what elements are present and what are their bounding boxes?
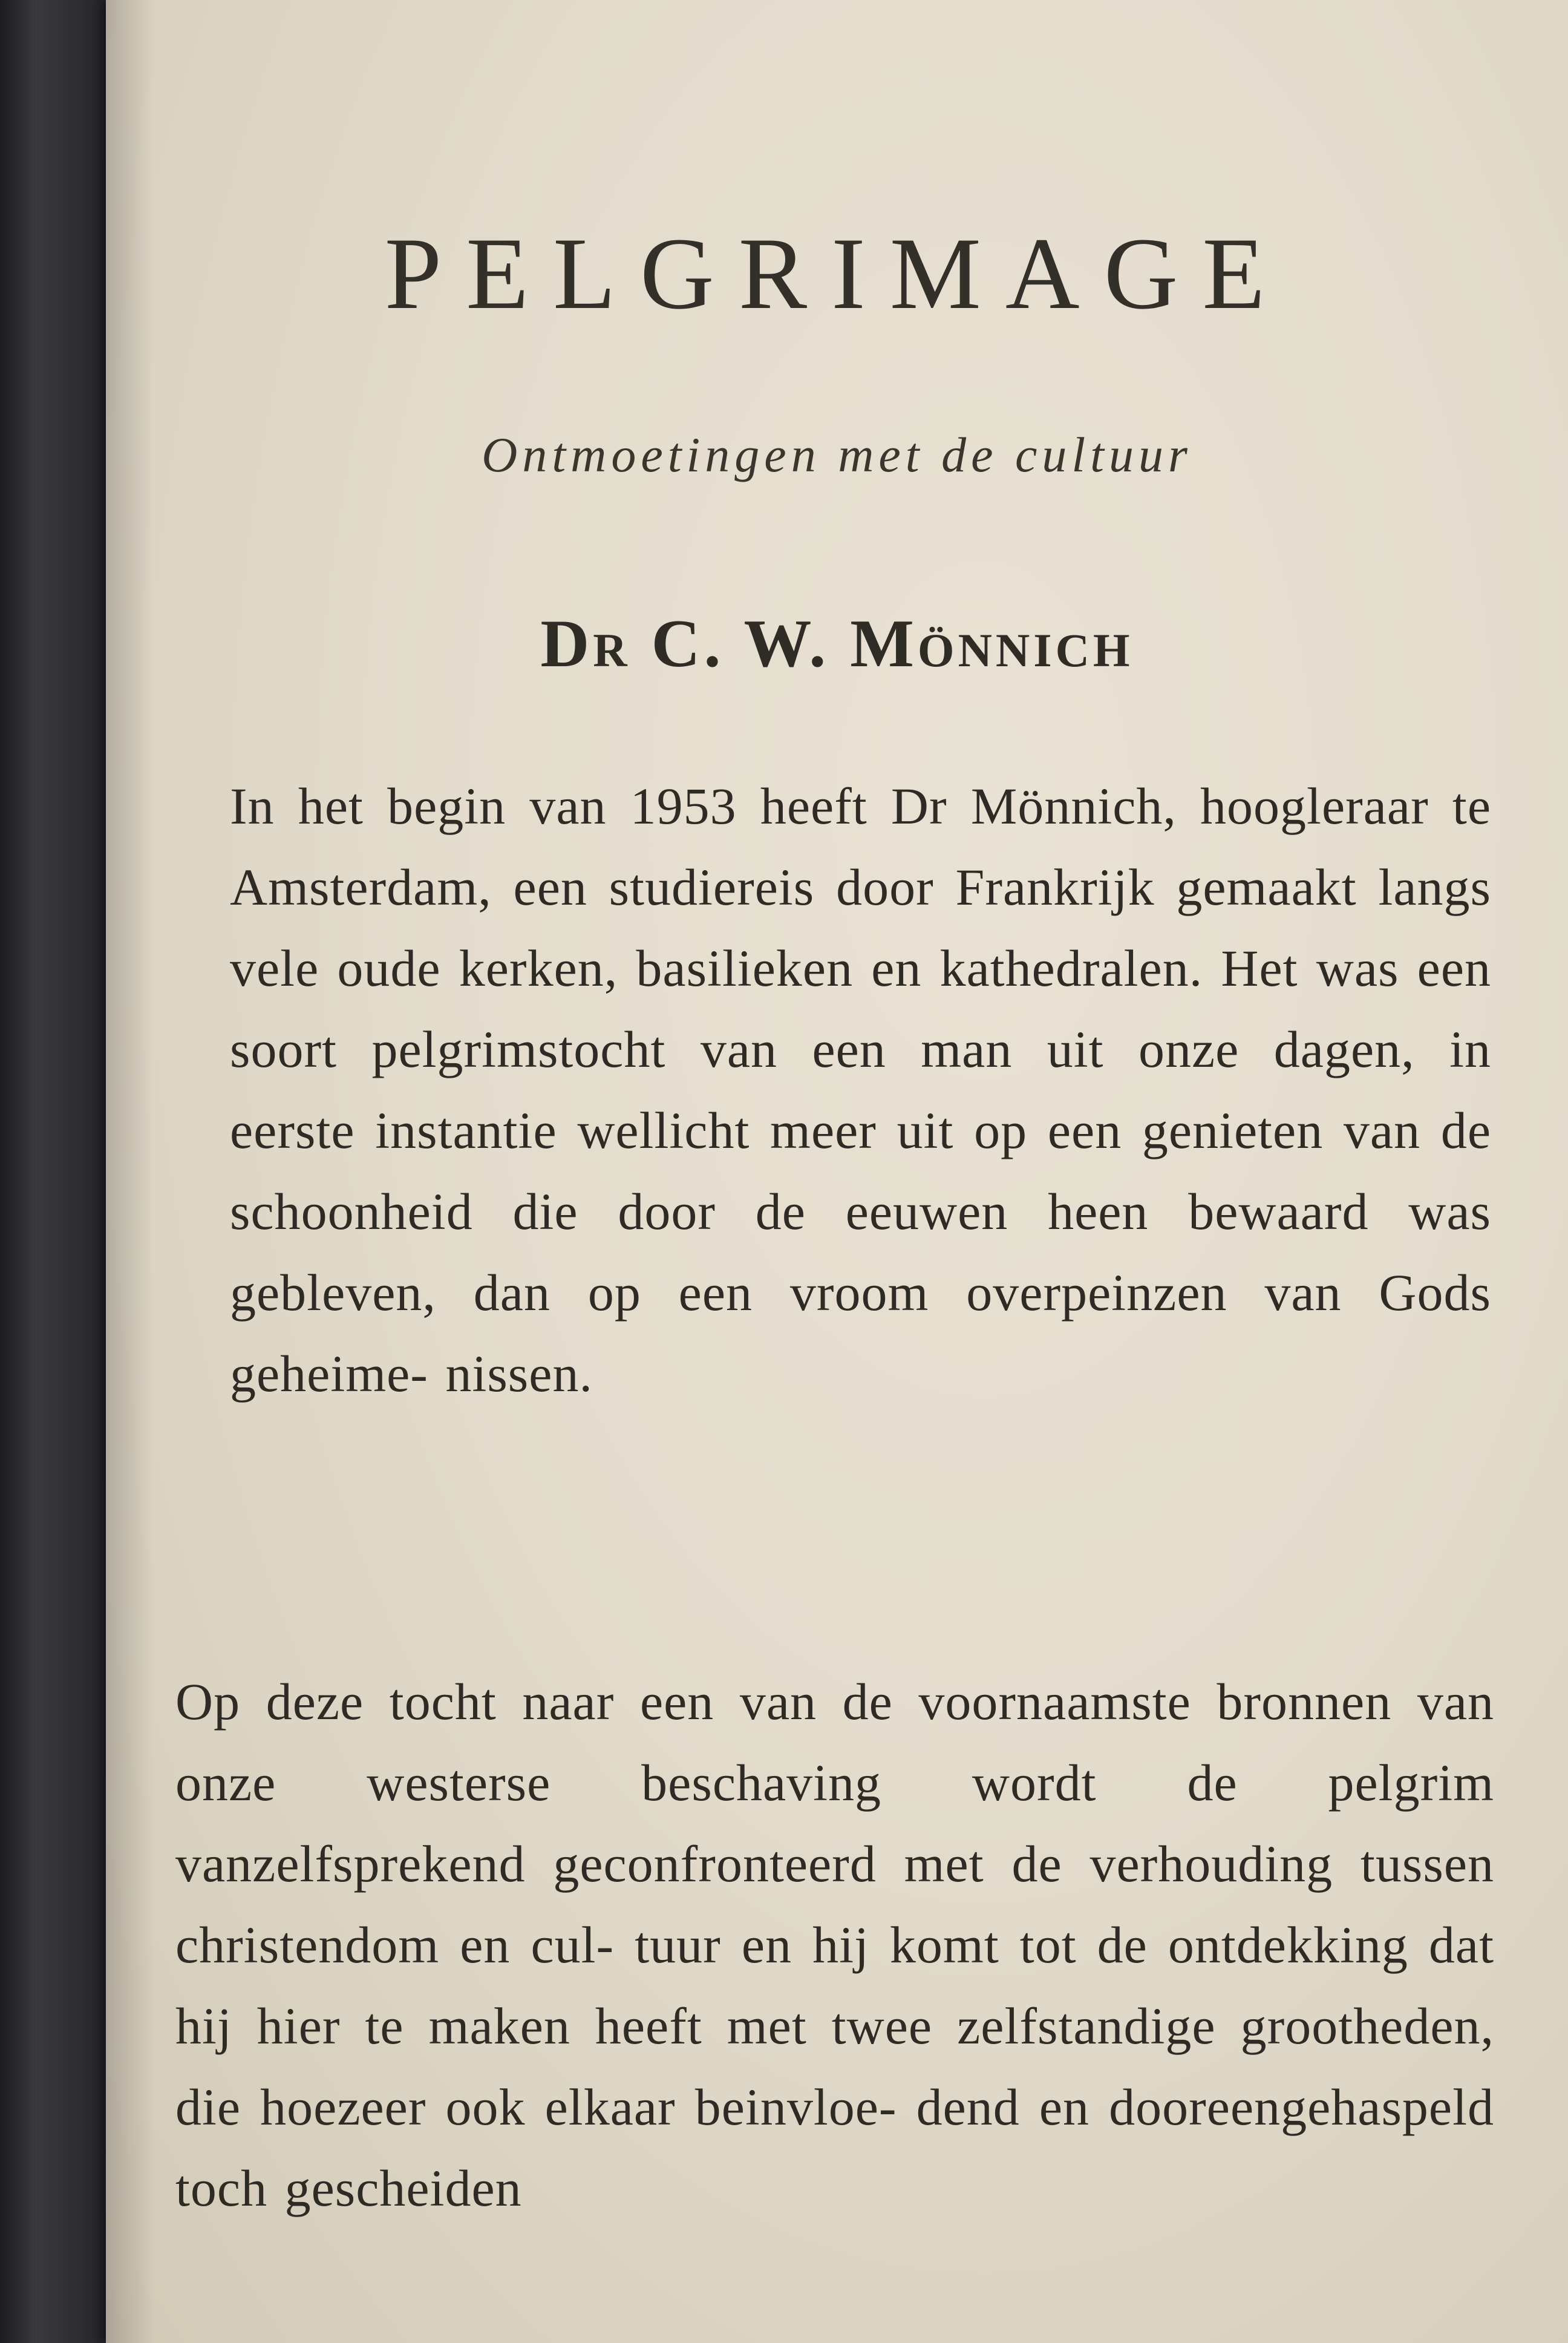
book-page: [106, 0, 1568, 2343]
book-subtitle: Ontmoetingen met de cultuur: [482, 427, 1192, 482]
paragraph-1: In het begin van 1953 heeft Dr Mönnich, hoogleraar te Amsterdam, een studiereis door Frankrijk gemaakt langs vele oude kerken, basilieken en kathedralen. Het was een soort pelgrimstocht van een man uit onze dagen, in eerste instantie wellicht meer uit op een genieten van de schoonheid die door de eeuwen heen bewaard was gebleven, dan op een vroom overpeinzen van Gods geheime- nissen.: [230, 777, 1491, 1403]
book-author: Dr C. W. Mönnich: [540, 606, 1134, 681]
page-gutter-shadow: [106, 0, 154, 2343]
paragraph-2: Op deze tocht naar een van de voornaamste bronnen van onze westerse beschaving wordt de pelgrim vanzelfsprekend geconfronteerd met de verhouding tussen christendom en cul- tuur en hij komt tot de ontdekking dat hij hier te maken heeft met twee zelfstandige grootheden, die hoezeer ook elkaar beinvloe- dend en dooreengehaspeld toch gescheiden: [175, 1673, 1494, 2217]
book-title: PELGRIMAGE: [384, 217, 1290, 330]
